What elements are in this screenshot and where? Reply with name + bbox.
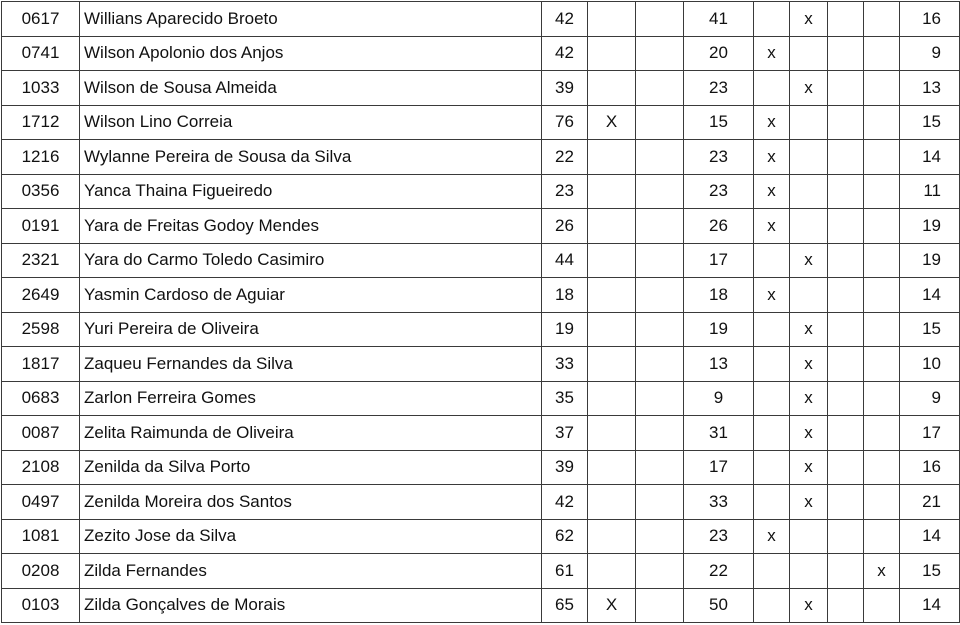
mark-cell [588, 416, 636, 451]
mark-cell [754, 2, 790, 37]
code-cell: 1081 [2, 519, 80, 554]
code-cell: 0191 [2, 209, 80, 244]
mark-cell [636, 105, 684, 140]
table-row [2, 450, 960, 485]
name-cell: Yasmin Cardoso de Aguiar [80, 278, 542, 313]
code-cell: 2321 [2, 243, 80, 278]
mark-cell [790, 519, 828, 554]
name-cell: Zezito Jose da Silva [80, 519, 542, 554]
number-cell: 65 [542, 588, 588, 623]
total-cell: 14 [900, 519, 960, 554]
mark-cell [588, 381, 636, 416]
mark-cell: x [754, 209, 790, 244]
mark-cell [636, 347, 684, 382]
code-cell: 2649 [2, 278, 80, 313]
mark-cell [588, 485, 636, 520]
name-cell: Zaqueu Fernandes da Silva [80, 347, 542, 382]
mark-cell [754, 381, 790, 416]
mark-cell: x [790, 243, 828, 278]
mark-cell [864, 243, 900, 278]
mark-cell [864, 588, 900, 623]
number-cell: 9 [684, 381, 754, 416]
mark-cell [790, 278, 828, 313]
number-cell: 33 [542, 347, 588, 382]
total-cell: 17 [900, 416, 960, 451]
mark-cell [754, 450, 790, 485]
mark-cell [790, 140, 828, 175]
mark-cell [588, 140, 636, 175]
number-cell: 42 [542, 485, 588, 520]
mark-cell: x [754, 105, 790, 140]
number-cell: 20 [684, 36, 754, 71]
mark-cell: x [754, 36, 790, 71]
mark-cell [636, 2, 684, 37]
number-cell: 35 [542, 381, 588, 416]
total-cell: 16 [900, 450, 960, 485]
mark-cell [790, 36, 828, 71]
name-cell: Zilda Fernandes [80, 554, 542, 589]
mark-cell [636, 36, 684, 71]
mark-cell [828, 381, 864, 416]
mark-cell [636, 278, 684, 313]
number-cell: 39 [542, 450, 588, 485]
mark-cell: x [790, 416, 828, 451]
name-cell: Zilda Gonçalves de Morais [80, 588, 542, 623]
mark-cell: x [790, 71, 828, 106]
mark-cell [864, 105, 900, 140]
mark-cell: X [588, 105, 636, 140]
number-cell: 39 [542, 71, 588, 106]
total-cell: 14 [900, 140, 960, 175]
mark-cell [828, 485, 864, 520]
mark-cell [864, 381, 900, 416]
code-cell: 0617 [2, 2, 80, 37]
mark-cell [828, 554, 864, 589]
number-cell: 17 [684, 450, 754, 485]
mark-cell [828, 347, 864, 382]
mark-cell [588, 312, 636, 347]
name-cell: Yanca Thaina Figueiredo [80, 174, 542, 209]
total-cell: 19 [900, 243, 960, 278]
table-row [2, 243, 960, 278]
code-cell: 0208 [2, 554, 80, 589]
number-cell: 15 [684, 105, 754, 140]
table-row [2, 36, 960, 71]
code-cell: 0741 [2, 36, 80, 71]
number-cell: 61 [542, 554, 588, 589]
mark-cell [828, 278, 864, 313]
mark-cell [636, 554, 684, 589]
mark-cell [828, 588, 864, 623]
mark-cell: x [790, 450, 828, 485]
mark-cell [828, 105, 864, 140]
mark-cell [588, 278, 636, 313]
mark-cell [754, 71, 790, 106]
table-row [2, 381, 960, 416]
code-cell: 0683 [2, 381, 80, 416]
total-cell: 14 [900, 588, 960, 623]
table-row [2, 140, 960, 175]
mark-cell [754, 243, 790, 278]
number-cell: 26 [542, 209, 588, 244]
table-row [2, 485, 960, 520]
table-row [2, 105, 960, 140]
mark-cell [636, 485, 684, 520]
code-cell: 2108 [2, 450, 80, 485]
mark-cell [588, 519, 636, 554]
name-cell: Yara de Freitas Godoy Mendes [80, 209, 542, 244]
number-cell: 37 [542, 416, 588, 451]
mark-cell [864, 450, 900, 485]
total-cell: 9 [900, 36, 960, 71]
mark-cell [828, 450, 864, 485]
total-cell: 11 [900, 174, 960, 209]
code-cell: 0497 [2, 485, 80, 520]
mark-cell: x [790, 485, 828, 520]
mark-cell [864, 71, 900, 106]
mark-cell [790, 209, 828, 244]
mark-cell [828, 174, 864, 209]
number-cell: 23 [684, 140, 754, 175]
total-cell: 21 [900, 485, 960, 520]
mark-cell [588, 71, 636, 106]
name-cell: Willians Aparecido Broeto [80, 2, 542, 37]
mark-cell [790, 105, 828, 140]
code-cell: 0087 [2, 416, 80, 451]
mark-cell: x [754, 278, 790, 313]
mark-cell [588, 209, 636, 244]
code-cell: 1712 [2, 105, 80, 140]
mark-cell: x [864, 554, 900, 589]
mark-cell [754, 588, 790, 623]
mark-cell [828, 519, 864, 554]
name-cell: Yuri Pereira de Oliveira [80, 312, 542, 347]
number-cell: 62 [542, 519, 588, 554]
mark-cell [636, 519, 684, 554]
number-cell: 31 [684, 416, 754, 451]
table-row [2, 71, 960, 106]
mark-cell [588, 450, 636, 485]
name-cell: Zenilda da Silva Porto [80, 450, 542, 485]
table-row [2, 519, 960, 554]
name-cell: Zenilda Moreira dos Santos [80, 485, 542, 520]
mark-cell: X [588, 588, 636, 623]
mark-cell [790, 554, 828, 589]
number-cell: 23 [684, 174, 754, 209]
mark-cell [864, 278, 900, 313]
code-cell: 0103 [2, 588, 80, 623]
mark-cell [864, 140, 900, 175]
mark-cell [754, 347, 790, 382]
total-cell: 15 [900, 554, 960, 589]
number-cell: 42 [542, 2, 588, 37]
mark-cell [588, 2, 636, 37]
mark-cell: x [790, 2, 828, 37]
mark-cell [588, 243, 636, 278]
table-row [2, 2, 960, 37]
mark-cell [864, 519, 900, 554]
mark-cell [864, 209, 900, 244]
mark-cell [864, 312, 900, 347]
mark-cell [588, 347, 636, 382]
number-cell: 44 [542, 243, 588, 278]
mark-cell [636, 140, 684, 175]
mark-cell [754, 485, 790, 520]
number-cell: 18 [542, 278, 588, 313]
mark-cell [864, 347, 900, 382]
table-row [2, 347, 960, 382]
number-cell: 18 [684, 278, 754, 313]
number-cell: 26 [684, 209, 754, 244]
mark-cell: x [754, 519, 790, 554]
mark-cell [588, 174, 636, 209]
mark-cell [864, 485, 900, 520]
table-row [2, 554, 960, 589]
table-row [2, 312, 960, 347]
name-cell: Zarlon Ferreira Gomes [80, 381, 542, 416]
total-cell: 16 [900, 2, 960, 37]
mark-cell [828, 36, 864, 71]
total-cell: 13 [900, 71, 960, 106]
name-cell: Wilson de Sousa Almeida [80, 71, 542, 106]
mark-cell [790, 174, 828, 209]
mark-cell [754, 416, 790, 451]
mark-cell [754, 554, 790, 589]
mark-cell [864, 416, 900, 451]
mark-cell [636, 381, 684, 416]
total-cell: 15 [900, 105, 960, 140]
code-cell: 2598 [2, 312, 80, 347]
mark-cell: x [754, 174, 790, 209]
table-row [2, 416, 960, 451]
total-cell: 10 [900, 347, 960, 382]
mark-cell [864, 2, 900, 37]
name-cell: Wilson Lino Correia [80, 105, 542, 140]
code-cell: 1817 [2, 347, 80, 382]
table-row [2, 209, 960, 244]
number-cell: 33 [684, 485, 754, 520]
total-cell: 9 [900, 381, 960, 416]
number-cell: 23 [542, 174, 588, 209]
number-cell: 41 [684, 2, 754, 37]
name-cell: Wilson Apolonio dos Anjos [80, 36, 542, 71]
total-cell: 15 [900, 312, 960, 347]
mark-cell [636, 416, 684, 451]
data-table [1, 1, 960, 623]
mark-cell [828, 243, 864, 278]
number-cell: 22 [542, 140, 588, 175]
mark-cell [588, 554, 636, 589]
mark-cell [828, 416, 864, 451]
name-cell: Yara do Carmo Toledo Casimiro [80, 243, 542, 278]
code-cell: 1216 [2, 140, 80, 175]
mark-cell: x [790, 381, 828, 416]
number-cell: 42 [542, 36, 588, 71]
number-cell: 50 [684, 588, 754, 623]
mark-cell [828, 209, 864, 244]
total-cell: 14 [900, 278, 960, 313]
mark-cell [588, 36, 636, 71]
mark-cell: x [790, 312, 828, 347]
mark-cell: x [790, 347, 828, 382]
mark-cell [864, 36, 900, 71]
mark-cell [864, 174, 900, 209]
number-cell: 19 [542, 312, 588, 347]
mark-cell: x [790, 588, 828, 623]
mark-cell [754, 312, 790, 347]
number-cell: 23 [684, 71, 754, 106]
mark-cell [636, 209, 684, 244]
mark-cell [828, 2, 864, 37]
mark-cell [636, 71, 684, 106]
mark-cell [636, 174, 684, 209]
code-cell: 1033 [2, 71, 80, 106]
mark-cell [828, 71, 864, 106]
mark-cell [636, 243, 684, 278]
mark-cell [636, 450, 684, 485]
table-row [2, 174, 960, 209]
mark-cell [636, 312, 684, 347]
number-cell: 19 [684, 312, 754, 347]
number-cell: 13 [684, 347, 754, 382]
number-cell: 22 [684, 554, 754, 589]
number-cell: 23 [684, 519, 754, 554]
mark-cell [828, 140, 864, 175]
mark-cell: x [754, 140, 790, 175]
name-cell: Zelita Raimunda de Oliveira [80, 416, 542, 451]
mark-cell [636, 588, 684, 623]
code-cell: 0356 [2, 174, 80, 209]
name-cell: Wylanne Pereira de Sousa da Silva [80, 140, 542, 175]
number-cell: 76 [542, 105, 588, 140]
mark-cell [828, 312, 864, 347]
number-cell: 17 [684, 243, 754, 278]
table-row [2, 588, 960, 623]
table-body [2, 2, 960, 623]
table-row [2, 278, 960, 313]
total-cell: 19 [900, 209, 960, 244]
